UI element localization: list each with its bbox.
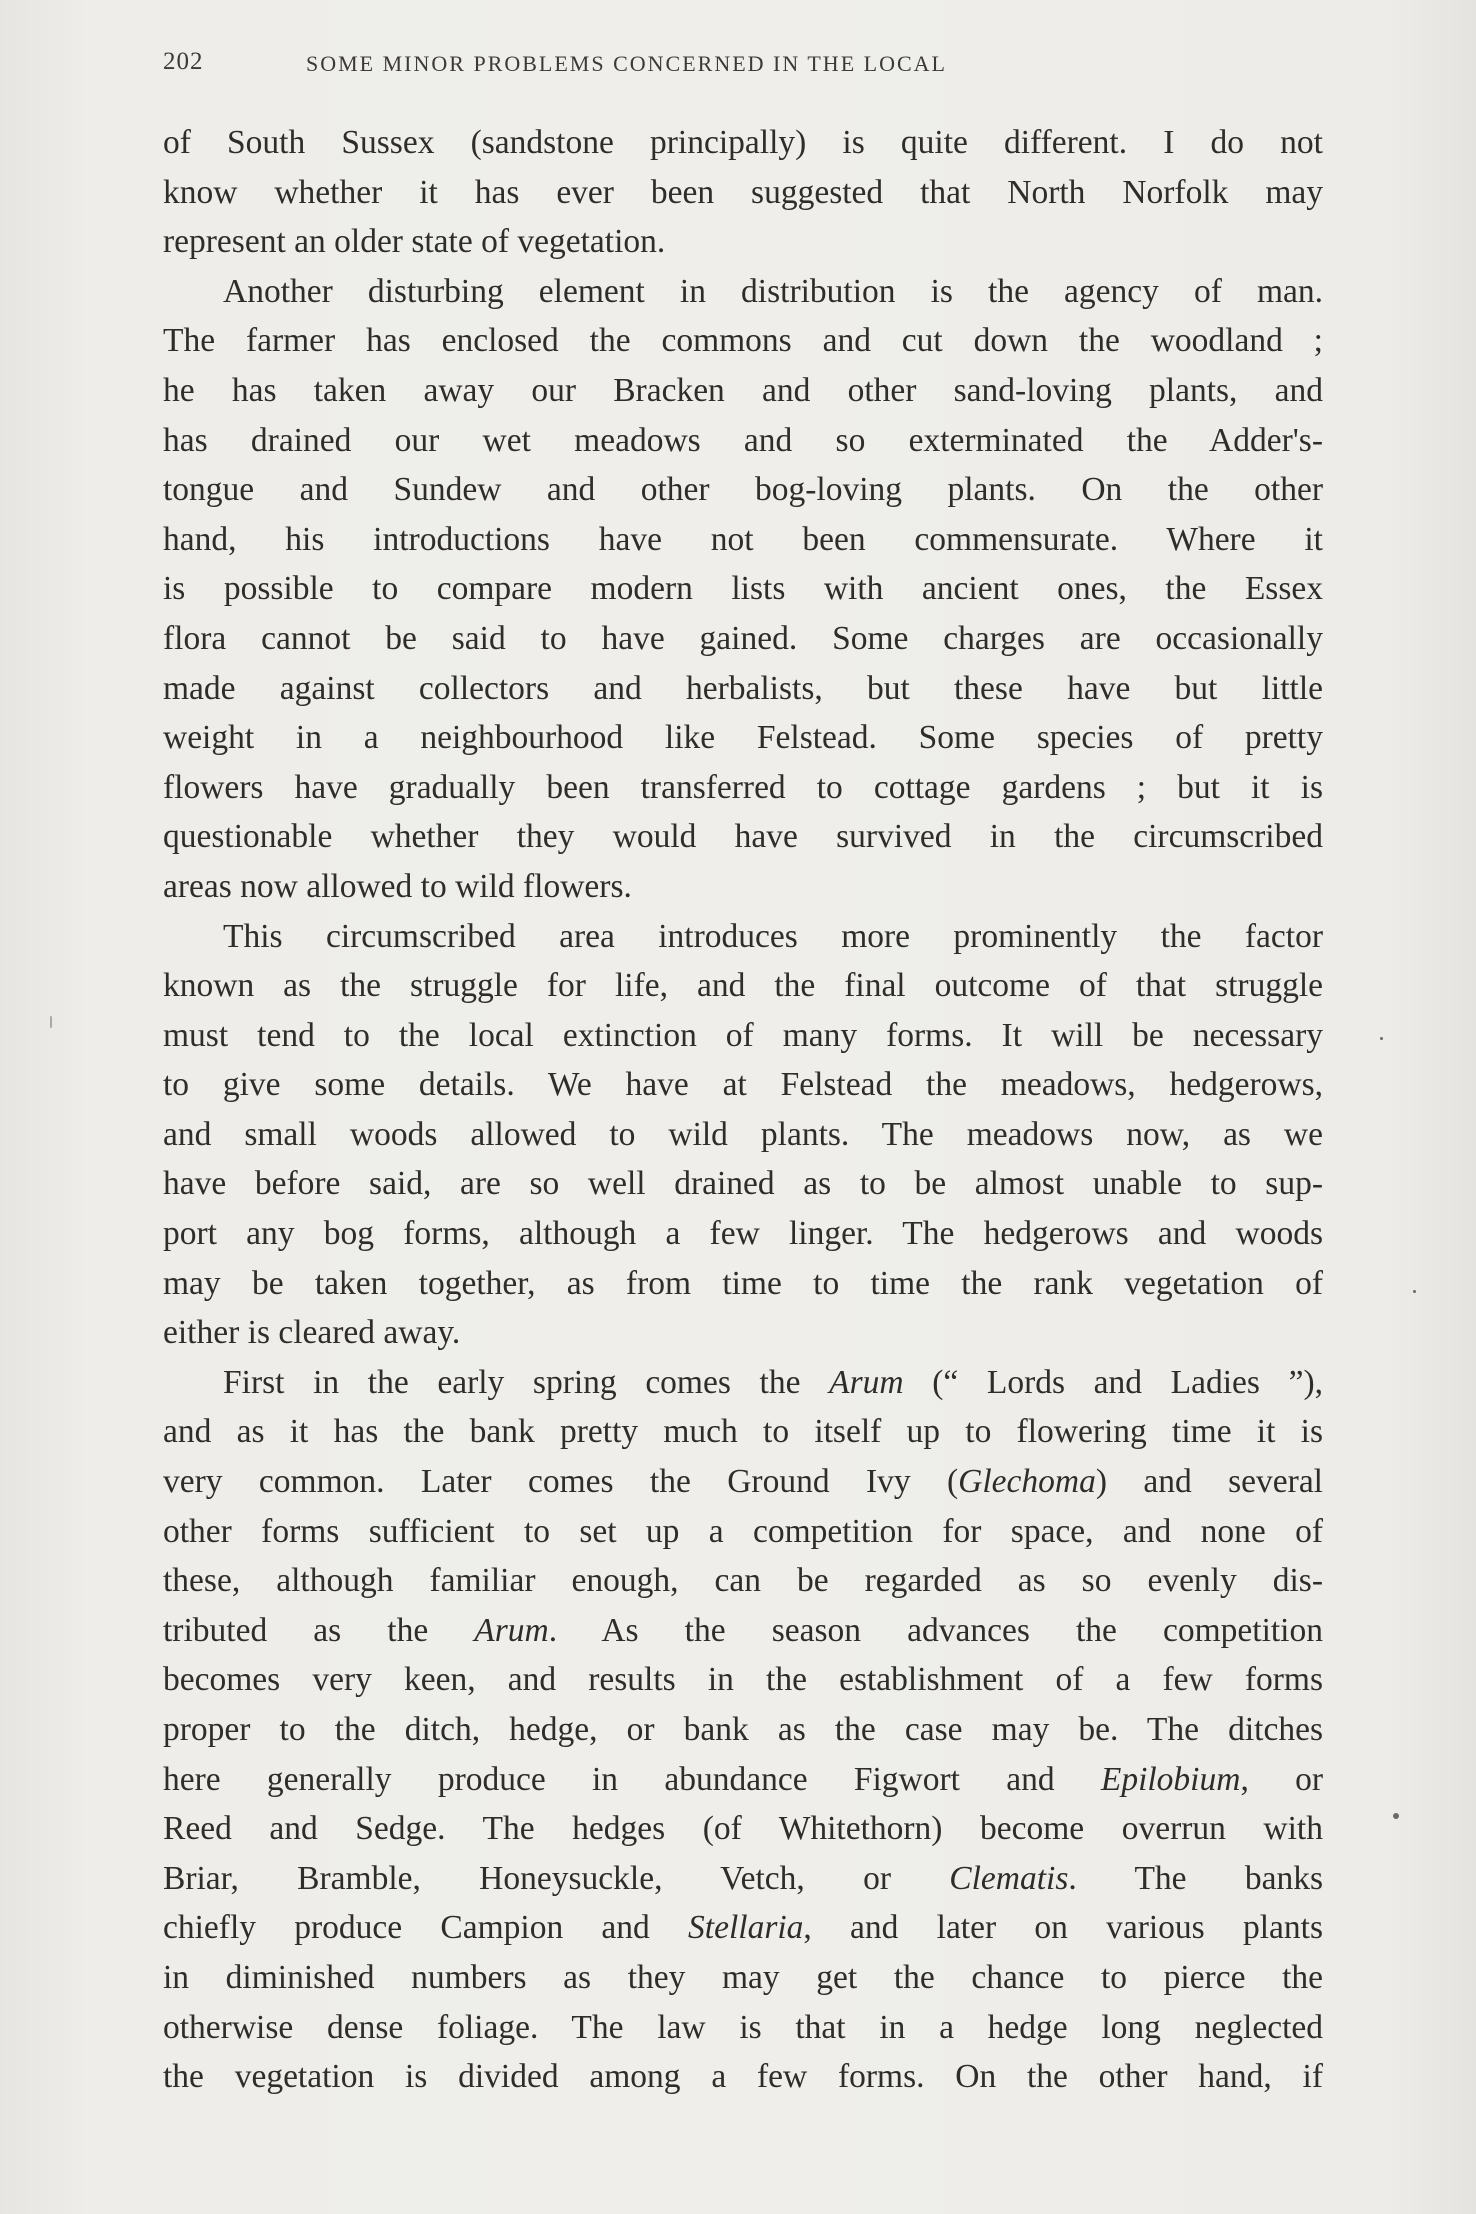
text-line — [163, 1308, 1323, 1358]
text-line — [163, 217, 1323, 267]
text-line-content: otherwise dense foliage. The law is that in a hedge long neglected — [163, 2008, 1323, 2046]
running-title: SOME MINOR PROBLEMS CONCERNED IN THE LOCAL — [306, 51, 947, 76]
text-line — [163, 664, 1323, 714]
text-line-content: proper to the ditch, hedge, or bank as the case may be. The ditches — [163, 1711, 1323, 1748]
ink-speck — [50, 1016, 52, 1028]
text-line-content: and as it has the bank pretty much to itself up to flowering time it is — [163, 1413, 1323, 1451]
text-line-content: made against collectors and herbalists, but these have but little — [163, 669, 1323, 707]
page-number: 202 — [163, 48, 204, 75]
text-line — [163, 267, 1323, 317]
text-line — [163, 763, 1323, 813]
text-line-content: has drained our wet meadows and so exterminated the Adder's- — [163, 421, 1323, 459]
text-line-content: here generally produce in abundance Figwort and Epilobium, or — [163, 1760, 1323, 1798]
text-line — [163, 1606, 1323, 1656]
text-line-content: flowers have gradually been transferred to cottage gardens ; but it is — [163, 768, 1323, 806]
text-line — [163, 1110, 1323, 1160]
text-line-content: hand, his introductions have not been commensurate. Where it — [163, 520, 1323, 558]
text-line-content: Reed and Sedge. The hedges (of Whitethorn) become overrun with — [163, 1810, 1323, 1848]
text-line-content: flora cannot be said to have gained. Some charges are occasionally — [163, 619, 1323, 657]
text-line — [163, 118, 1323, 168]
text-line — [163, 1655, 1323, 1705]
text-line — [163, 2052, 1323, 2102]
text-line — [163, 515, 1323, 565]
text-line-content: tributed as the Arum. As the season advances the competition — [163, 1611, 1323, 1649]
text-line-content: This circumscribed area introduces more prominently the factor — [223, 917, 1323, 955]
text-line-content: other forms sufficient to set up a competition for space, and none of — [163, 1512, 1323, 1550]
text-line-content: must tend to the local extinction of many forms. It will be necessary — [163, 1016, 1323, 1054]
text-line-content: port any bog forms, although a few linger. The hedgerows and woods — [163, 1215, 1323, 1253]
text-line-content: and small woods allowed to wild plants. The meadows now, as we — [163, 1115, 1323, 1153]
text-line — [163, 1457, 1323, 1507]
text-line — [163, 614, 1323, 664]
text-line — [163, 1854, 1323, 1904]
text-line — [163, 1011, 1323, 1061]
ink-speck — [1413, 1290, 1416, 1293]
text-line — [163, 1259, 1323, 1309]
text-line-content: represent an older state of vegetation. — [163, 223, 666, 261]
text-line-content: The farmer has enclosed the commons and cut down the woodland ; — [163, 322, 1323, 360]
text-line-content: weight in a neighbourhood like Felstead. Some species of pretty — [163, 719, 1323, 757]
text-line-content: becomes very keen, and results in the establishment of a few forms — [163, 1661, 1323, 1699]
ink-speck — [1393, 1813, 1399, 1819]
text-line — [163, 713, 1323, 763]
text-line — [163, 416, 1323, 466]
text-line-content: chiefly produce Campion and Stellaria, and later on various plants — [163, 1909, 1323, 1947]
text-line — [163, 812, 1323, 862]
text-line — [163, 1407, 1323, 1457]
text-line-content: First in the early spring comes the Arum (“ Lords and Ladies ”), — [223, 1363, 1323, 1401]
body-text — [163, 118, 1323, 2102]
text-line-content: know whether it has ever been suggested that North Norfolk may — [163, 173, 1323, 211]
text-line — [163, 1159, 1323, 1209]
text-line — [163, 912, 1323, 962]
text-line-content: in diminished numbers as they may get the chance to pierce the — [163, 1958, 1323, 1996]
text-line — [163, 1060, 1323, 1110]
text-line-content: may be taken together, as from time to time the rank vegetation of — [163, 1264, 1323, 1302]
text-line — [163, 1209, 1323, 1259]
text-line-content: tongue and Sundew and other bog-loving plants. On the other — [163, 471, 1323, 509]
text-line — [163, 1507, 1323, 1557]
text-line-content: Briar, Bramble, Honeysuckle, Vetch, or Clematis. The banks — [163, 1859, 1323, 1897]
text-line — [163, 1556, 1323, 1606]
text-line-content: Another disturbing element in distribution is the agency of man. — [223, 272, 1323, 310]
text-line-content: have before said, are so well drained as to be almost unable to sup- — [163, 1165, 1323, 1203]
text-line — [163, 1358, 1323, 1408]
text-line-content: to give some details. We have at Felstead the meadows, hedgerows, — [163, 1066, 1323, 1104]
text-line — [163, 1755, 1323, 1805]
text-line-content: areas now allowed to wild flowers. — [163, 867, 632, 905]
running-header — [163, 48, 1323, 82]
text-line-content: known as the struggle for life, and the final outcome of that struggle — [163, 967, 1323, 1005]
ink-speck — [1380, 1037, 1383, 1040]
text-line — [163, 1903, 1323, 1953]
text-line — [163, 564, 1323, 614]
text-line-content: is possible to compare modern lists with ancient ones, the Essex — [163, 570, 1323, 608]
text-line-content: either is cleared away. — [163, 1314, 461, 1352]
text-line-content: the vegetation is divided among a few forms. On the other hand, if — [163, 2058, 1323, 2096]
text-line-content: he has taken away our Bracken and other sand-loving plants, and — [163, 371, 1323, 409]
text-line — [163, 961, 1323, 1011]
text-line — [163, 1804, 1323, 1854]
text-line — [163, 2003, 1323, 2053]
text-line-content: questionable whether they would have survived in the circumscribed — [163, 818, 1323, 856]
text-line — [163, 366, 1323, 416]
text-line — [163, 168, 1323, 218]
text-line — [163, 862, 1323, 912]
text-line-content: very common. Later comes the Ground Ivy (Glechoma) and several — [163, 1463, 1323, 1501]
text-line-content: these, although familiar enough, can be regarded as so evenly dis- — [163, 1562, 1323, 1600]
text-line-content: of South Sussex (sandstone principally) is quite different. I do not — [163, 124, 1323, 161]
text-line — [163, 1953, 1323, 2003]
text-line — [163, 1705, 1323, 1755]
text-line — [163, 465, 1323, 515]
text-line — [163, 316, 1323, 366]
